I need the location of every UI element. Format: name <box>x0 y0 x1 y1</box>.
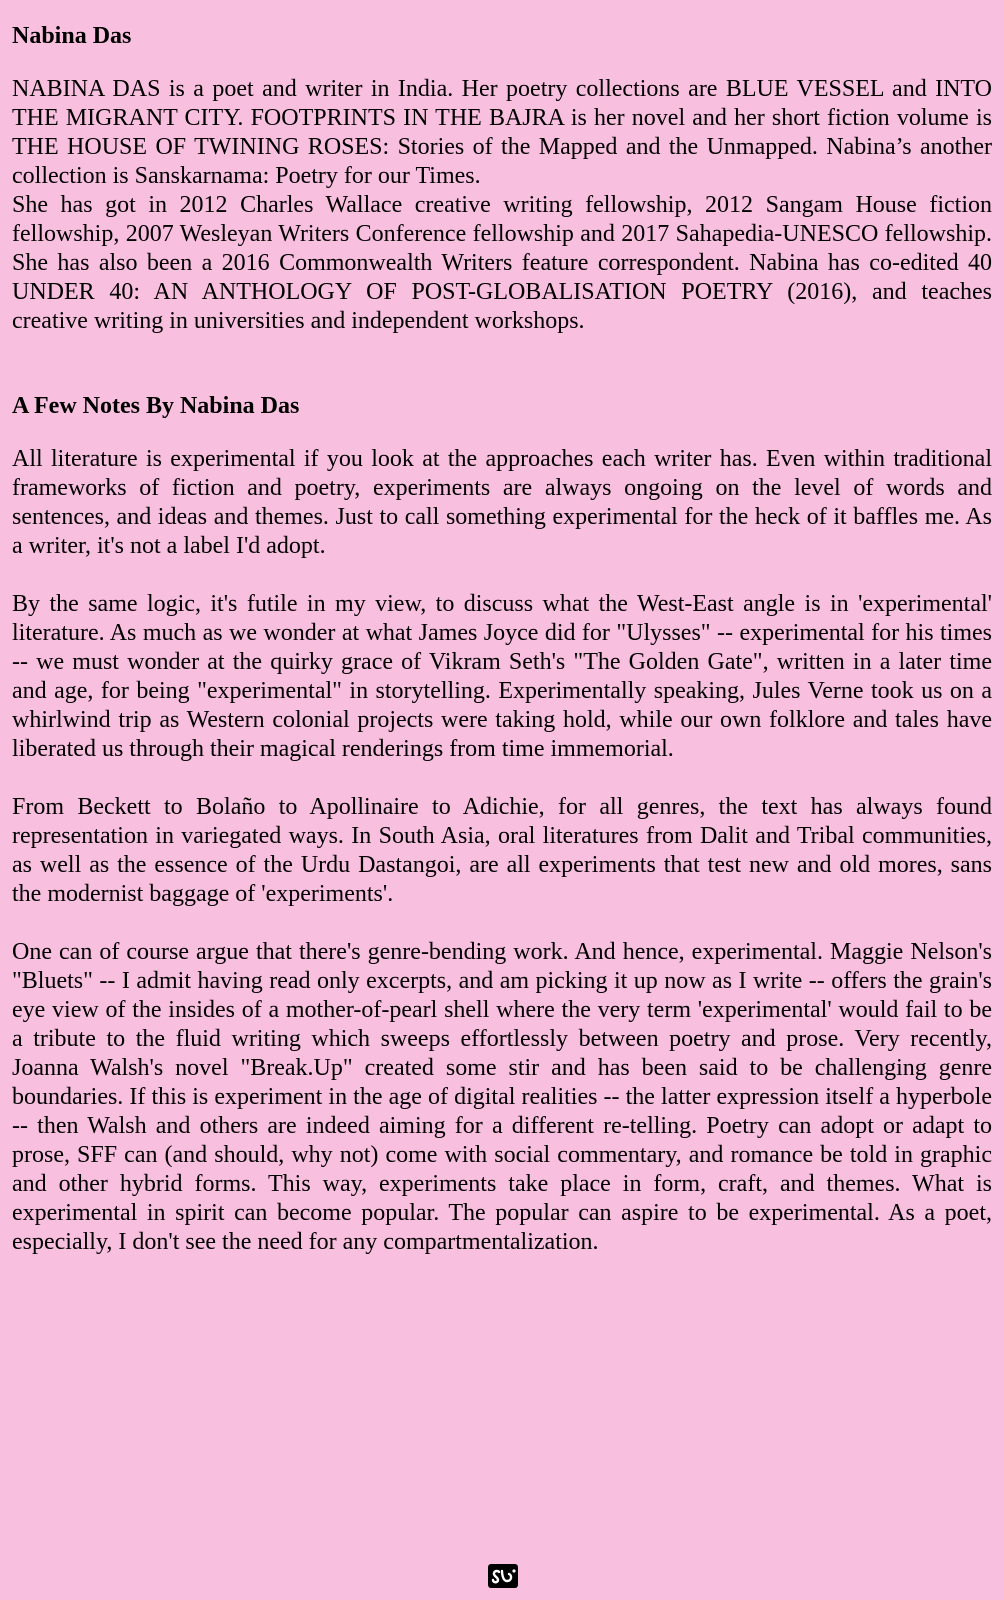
bio-paragraph: NABINA DAS is a poet and writer in India. Her poetry collections are BLUE VESSEL and INTO THE MIGRANT CITY. FOOTPRINTS IN THE BAJRA is her novel and her short fiction volume is THE HOUSE OF TWINING ROSES: Stories of the Mapped and the Unmapped. Nabina’s another collection is Sanskarnama: Poetry for our Times. <box>12 76 992 189</box>
bio-heading: Nabina Das <box>12 23 132 49</box>
notes-paragraph: One can of course argue that there's genre-bending work. And hence, experimental. Maggie Nelson's "Bluets" -- I admit having read only excerpts, and am picking it up now as I write -- offers the grain's eye view of the insides of a mother-of-pearl shell where the very term 'experimental' would fail to be a tribute to the fluid writing which sweeps effortlessly between poetry and prose. Very recently, Joanna Walsh's novel "Break.Up" created some stir and has been said to be challenging genre boundaries. If this is experiment in the age of digital realities -- the latter expression itself a hyperbole -- then Walsh and others are indeed aiming for a different re-telling. Poetry can adopt or adapt to prose, SFF can (and should, why not) come with social commentary, and romance be told in graphic and other hybrid forms. This way, experiments take place in form, craft, and themes. What is experimental in spirit can become popular. The popular can aspire to be experimental. As a poet, especially, I don't see the need for any compartmentalization. <box>12 939 992 1255</box>
notes-paragraph: By the same logic, it's futile in my view, to discuss what the West-East angle is in 'experimental' literature. As much as we wonder at what James Joyce did for "Ulysses" -- experimental for his times -- we must wonder at the quirky grace of Vikram Seth's "The Golden Gate", written in a later time and age, for being "experimental" in storytelling. Experimentally speaking, Jules Verne took us on a whirlwind trip as Western colonial projects were taking hold, while our own folklore and tales have liberated us through their magical renderings from time immemorial. <box>12 591 992 762</box>
publisher-logo-icon <box>487 1563 519 1589</box>
notes-paragraph: From Beckett to Bolaño to Apollinaire to Adichie, for all genres, the text has always found representation in variegated ways. In South Asia, oral literatures from Dalit and Tribal communities, as well as the essence of the Urdu Dastangoi, are all experiments that test new and old mores, sans the modernist baggage of 'experiments'. <box>12 794 992 907</box>
notes-paragraph: All literature is experimental if you look at the approaches each writer has. Even within traditional frameworks of fiction and poetry, experiments are always ongoing on the level of words and sentences, and ideas and themes. Just to call something experimental for the heck of it baffles me. As a writer, it's not a label I'd adopt. <box>12 446 992 559</box>
bio-paragraph: She has got in 2012 Charles Wallace creative writing fellowship, 2012 Sangam House fiction fellowship, 2007 Wesleyan Writers Conference fellowship and 2017 Sahapedia-UNESCO fellowship. She has also been a 2016 Commonwealth Writers feature correspondent. Nabina has co-edited 40 UNDER 40: AN ANTHOLOGY OF POST-GLOBALISATION POETRY (2016), and teaches creative writing in universities and independent workshops. <box>12 192 992 334</box>
page-content <box>12 18 992 1257</box>
notes-heading: A Few Notes By Nabina Das <box>12 393 300 419</box>
